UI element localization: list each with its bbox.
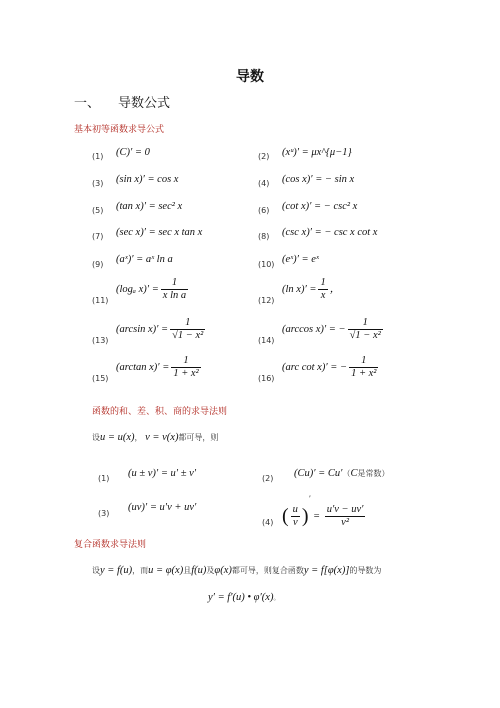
formula-number: (14) <box>258 336 275 345</box>
chain-rule-result: y′ = f′(u) • φ′(x)。 <box>208 592 280 603</box>
formula: (aˣ)′ = aˣ ln a <box>116 254 173 265</box>
section-number: 一、 <box>74 96 101 111</box>
formula-number: (8) <box>258 232 270 241</box>
formula: (arc cot x)′ = − $\frac{1}{\text{1 + x²}}$ <box>282 355 377 379</box>
rule: (uv)′ = u′v + uv′ <box>128 502 197 513</box>
formula: (arcsin x)′ = $\frac{1}{\text{√1 − x²}}$ <box>116 317 204 341</box>
rule-number: (3) <box>98 509 110 518</box>
formula: (tan x)′ = sec² x <box>116 201 183 212</box>
subheading-basic-formulas: 基本初等函数求导公式 <box>74 125 165 135</box>
formula-number: (16) <box>258 374 275 383</box>
rule-number: (1) <box>98 474 110 483</box>
formula-number: (13) <box>92 336 109 345</box>
formula: (C)′ = 0 <box>116 147 150 158</box>
rule: ( $\frac{u}{v}$ )′ = $\frac{u'v - uv'}{\text{v²}}$ <box>282 494 364 529</box>
formula-number: (10) <box>258 260 275 269</box>
formula: (csc x)′ = − csc x cot x <box>282 227 378 238</box>
formula: (ln x)′ = $\frac{1}{x}$ ， <box>282 277 341 301</box>
page-title: 导数 <box>236 69 264 85</box>
formula-number: (7) <box>92 232 104 241</box>
formula-number: (6) <box>258 206 270 215</box>
chain-rule-statement: 设y = f(u)，而u = φ(x)且f(u)及φ(x)都可导，则复合函数y = f[φ(x)]的导数为 <box>92 565 382 576</box>
formula-number: (9) <box>92 260 104 269</box>
formula-number: (2) <box>258 152 270 161</box>
rule-number: (4) <box>262 518 274 527</box>
formula-number: (4) <box>258 179 270 188</box>
formula-number: (11) <box>92 296 109 305</box>
rule: (Cu)′ = Cu′（C是常数） <box>294 468 390 479</box>
formula-number: (3) <box>92 179 104 188</box>
formula-number: (1) <box>92 152 104 161</box>
rule: (u ± v)′ = u′ ± v′ <box>128 468 197 479</box>
formula: (arctan x)′ = $\frac{1}{\text{1 + x²}}$ <box>116 355 199 379</box>
formula: (sin x)′ = cos x <box>116 174 179 185</box>
formula: (cot x)′ = − csc² x <box>282 201 358 212</box>
formula: (sec x)′ = sec x tan x <box>116 227 203 238</box>
formula: (cos x)′ = − sin x <box>282 174 355 185</box>
section-heading <box>74 92 170 111</box>
rule-intro: 设u = u(x)， v = v(x)都可导，则 <box>92 432 219 443</box>
formula-number: (5) <box>92 206 104 215</box>
subheading-arithmetic-rules: 函数的和、差、积、商的求导法则 <box>92 407 228 417</box>
formula-number: (15) <box>92 374 109 383</box>
formula: (logₐ x)′ = $\frac{1}{\text{x ln a}}$ <box>116 277 187 301</box>
subheading-chain-rule: 复合函数求导法则 <box>74 540 147 550</box>
section-label: 导数公式 <box>118 96 171 111</box>
rule-number: (2) <box>262 474 274 483</box>
formula: (eˣ)′ = eˣ <box>282 254 319 265</box>
formula: (arccos x)′ = − $\frac{1}{\text{√1 − x²}}$ <box>282 317 381 341</box>
formula-number: (12) <box>258 296 275 305</box>
formula: (xᵘ)′ = μx^{μ−1} <box>282 147 352 158</box>
